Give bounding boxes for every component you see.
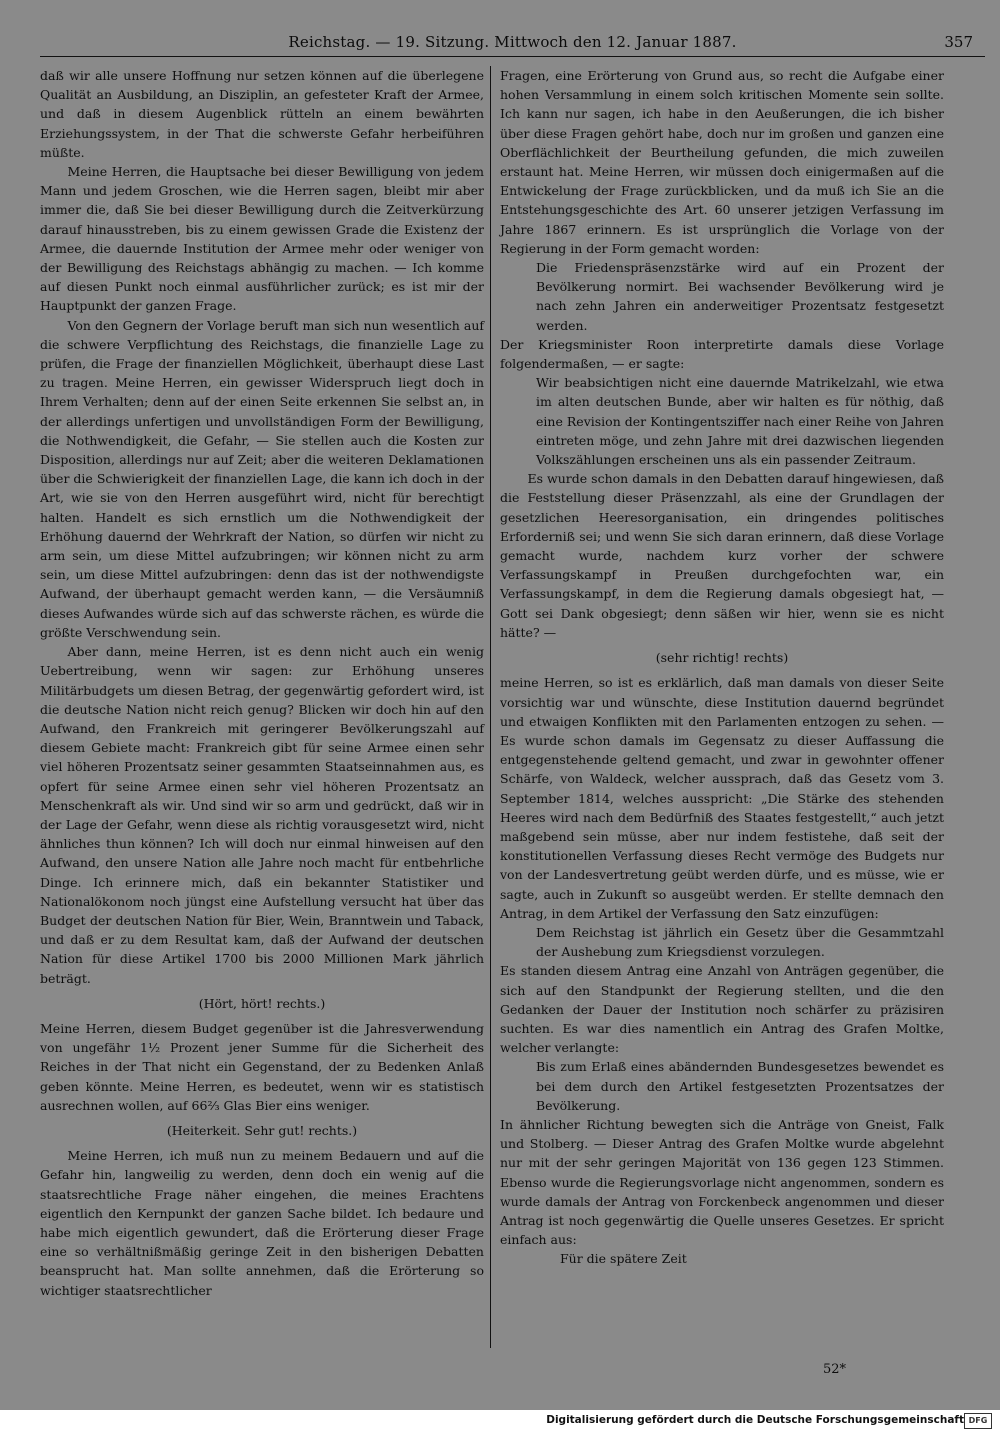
paragraph: In ähnlicher Richtung bewegten sich die Anträge von Gneist, Falk und Stolberg. — Dieser Antrag des Grafen Moltke wurde abgelehnt nur mit der sehr geringen Majorität von 136 gegen 123 Stimmen. Ebenso wurde die Regierungsvorlage nicht angenommen, sondern es wurde damals der Antrag von Forckenbeck angenommen und dieser Antrag ist noch gegenwärtig die Quelle unseres Gesetzes. Er spricht einfach aus: xyxy=(500,1116,944,1248)
paragraph: Aber dann, meine Herren, ist es denn nicht auch ein wenig Uebertreibung, wenn wir sagen: zur Erhöhung unseres Militärbudgets um diesen Betrag, der gegenwärtig gefordert wird, ist die deutsche Nation nicht reich genug? Blicken wir doch hin auf den Aufwand, den Frankreich mit geringerer Bevölkerungszahl auf diesem Gebiete macht: Frankreich gibt für seine Armee einen sehr viel höheren Prozentsatz seiner gesammten Staatseinnahmen aus, es opfert für seine Armee einen sehr viel höheren Prozentsatz an Menschenkraft als wir. Und sind wir so arm und gedrückt, daß wir in der Lage der Gefahr, wenn diese als richtig vorausgesetzt wird, nicht ähnliches thun können? Ich will doch nur einmal hinweisen auf den Aufwand, den unsere Nation alle Jahre noch macht für entbehrliche Dinge. Ich erinnere mich, daß ein bekannter Statistiker und Nationalökonom noch jüngst eine Aufstellung versucht hat über das Budget der deutschen Nation für Bier, Wein, Branntwein und Taback, und daß er zu dem Resultat kam, daß der Aufwand der deutschen Nation für diese Artikel 1700 bis 2000 Millionen Mark jährlich beträgt. xyxy=(40,644,484,986)
column-divider xyxy=(490,66,491,1348)
digitization-credit: Digitalisierung gefördert durch die Deutsche Forschungsgemeinschaft xyxy=(546,1414,964,1426)
page-header xyxy=(40,33,985,59)
paragraph: Von den Gegnern der Vorlage beruft man sich nun wesentlich auf die schwere Verpflichtung des Reichstags, die finanzielle Lage zu prüfen, die Frage der finanziellen Möglichkeit, überhaupt diese Last zu tragen. Meine Herren, ein gewisser Widerspruch liegt doch in Ihrem Verhalten; denn auf der einen Seite erkennen Sie selbst an, in der allerdings unfertigen und unvollständigen Form der Bewilligung, die Nothwendigkeit, die Gefahr, — Sie stellen auch die Kosten zur Disposition, allerdings nur auf Zeit; aber die weiteren Deklamationen über die Schwierigkeit der finanziellen Lage, die kann ich doch in der Art, wie sie von den Herren ausgeführt wird, nicht für berechtigt halten. Handelt es sich ernstlich um die Nothwendigkeit der Erhöhung dauernd der Wehrkraft der Nation, so dürfen wir nicht zu arm sein, um diese Mittel aufzubringen; wir können nicht zu arm sein, um diese Mittel aufzubringen: denn das ist der nothwendigste Aufwand, der überhaupt gemacht werden kann, — die Versäumniß dieses Aufwandes würde sich auf das schwerste rächen, es würde die größte Verschwendung sein. xyxy=(40,317,484,640)
paragraph: Für die spätere Zeit xyxy=(560,1251,687,1267)
quoted-passage: Wir beabsichtigen nicht eine dauernde Matrikelzahl, wie etwa im alten deutschen Bunde, aber wir halten es für nöthig, daß eine Revision der Kontingentsziffer nach einer Reihe von Jahren eintreten möge, und zehn Jahre mit drei dazwischen liegenden Volkszählungen erscheinen uns als ein passender Zeitraum. xyxy=(536,375,944,468)
quoted-passage: Bis zum Erlaß eines abändernden Bundesgesetzes bewendet es bei dem durch den Artikel festgesetzten Prozentsatzes der Bevölkerung. xyxy=(536,1059,944,1113)
header-rule xyxy=(40,56,985,57)
dfg-logo-icon: DFG xyxy=(964,1413,992,1429)
paragraph: Meine Herren, diesem Budget gegenüber ist die Jahresverwendung von ungefähr 1½ Prozent jener Summe für die Sicherheit des Reiches in der That nicht ein Gegenstand, der zu Bedenken Anlaß geben könnte. Meine Herren, es bedeutet, wenn wir es statistisch ausrechnen wollen, auf 66⅔ Glas Bier eins weniger. xyxy=(40,1020,484,1113)
paragraph: Meine Herren, die Hauptsache bei dieser Bewilligung von jedem Mann und jedem Groschen, wie die Herren sagen, bleibt mir aber immer die, daß Sie bei dieser Bewilligung durch die Zeitverkürzung darauf hinausstreben, bis zu einem gewissen Grade die Existenz der Armee, die dauernde Institution der Armee mehr oder weniger von der Bewilligung des Reichstags abhängig zu machen. — Ich komme auf diesen Punkt noch einmal ausführlicher zurück; es ist mir der Hauptpunkt der ganzen Frage. xyxy=(40,164,484,314)
paragraph: Es standen diesem Antrag eine Anzahl von Anträgen gegenüber, die sich auf den Standpunkt der Regierung stellten, und die den Gedanken der Dauer der Institution noch schärfer zu präzisiren suchten. Es war dies namentlich ein Antrag des Grafen Moltke, welcher verlangte: xyxy=(500,963,944,1056)
paragraph: Fragen, eine Erörterung von Grund aus, so recht die Aufgabe einer hohen Versammlung in einem solch kritischen Momente sein sollte. Ich kann nur sagen, ich habe in den Aeußerungen, die ich bisher über diese Fragen gehört habe, doch nur im großen und ganzen eine Oberflächlichkeit der Beurtheilung gefunden, die mich zuweilen erstaunt hat. Meine Herren, wir müssen doch einigermaßen auf die Entwickelung der Frage zurückblicken, und da muß ich Sie an die Entstehungsgeschichte des Art. 60 unserer jetzigen Verfassung im Jahre 1867 erinnern. Es ist ursprünglich die Vorlage von der Regierung in der Form gemacht worden: xyxy=(500,68,944,256)
right-column xyxy=(500,66,944,1269)
running-title: Reichstag. — 19. Sitzung. Mittwoch den 12. Januar 1887. xyxy=(288,33,737,51)
quoted-passage: Die Friedenspräsenzstärke wird auf ein Prozent der Bevölkerung normirt. Bei wachsender Bevölkerung wird je nach zehn Jahren ein anderweitiger Prozentsatz festgesetzt werden. xyxy=(536,260,944,333)
interjection: (Hört, hört! rechts.) xyxy=(198,995,326,1011)
paragraph: Der Kriegsminister Roon interpretirte damals diese Vorlage folgendermaßen, — er sagte: xyxy=(500,336,944,372)
page-number: 357 xyxy=(944,33,973,51)
footer-bar xyxy=(0,1410,1000,1432)
paragraph: Meine Herren, ich muß nun zu meinem Bedauern und auf die Gefahr hin, langweilig zu werden, denn doch ein wenig auf die staatsrechtliche Frage näher eingehen, die meines Erachtens eigentlich den Kernpunkt der ganzen Sache bildet. Ich bedaure und habe mich eigentlich gewundert, daß die Erörterung dieser Frage eine so verhältnißmäßig geringe Zeit in den bisherigen Debatten beansprucht hat. Man sollte annehmen, daß die Erörterung so wichtiger staatsrechtlicher xyxy=(40,1148,484,1298)
quoted-passage: Dem Reichstag ist jährlich ein Gesetz über die Gesammtzahl der Aushebung zum Kriegsdienst vorzulegen. xyxy=(536,924,944,960)
paragraph: daß wir alle unsere Hoffnung nur setzen können auf die überlegene Qualität an Ausbildung, an Disziplin, an gefesteter Kraft der Armee, und daß in diesem Augenblick rütteln an einem bewährten Erziehungssystem, in der That die schwerste Gefahr herbeiführen müßte. xyxy=(40,68,484,160)
signature-mark: 52* xyxy=(823,1362,847,1377)
interjection: (Heiterkeit. Sehr gut! rechts.) xyxy=(166,1122,358,1138)
paragraph: meine Herren, so ist es erklärlich, daß man damals von dieser Seite vorsichtig war und wünschte, diese Institution dauernd begründet und etwaigen Konflikten mit den Parlamenten entzogen zu sehen. — Es wurde schon damals im Gegensatz zu dieser Auffassung die entgegenstehende geltend gemacht, und zwar in gewohnter offener Schärfe, von Waldeck, welcher aussprach, daß das Gesetz vom 3. September 1814, welches ausspricht: „Die Stärke des stehenden Heeres wird nach dem Bedürfniß des Staates festgestellt,“ auch jetzt maßgebend sein müsse, aber nur indem festistehe, daß seit der konstitutionellen Verfassung dieses Recht vermöge des Budgets nur von der Landesvertretung geübt werden dürfe, und es müsse, wie er sagte, auch in Zukunft so ausgeübt werden. Er stellte demnach den Antrag, in dem Artikel der Verfassung den Satz einzufügen: xyxy=(500,675,944,921)
paragraph: Es wurde schon damals in den Debatten darauf hingewiesen, daß die Feststellung dieser Präsenzzahl, als eine der Grundlagen der gesetzlichen Heeresorganisation, ein dringendes politisches Erforderniß sei; und wenn Sie sich daran erinnern, daß diese Vorlage gemacht wurde, nachdem kurz vorher der schwere Verfassungskampf in Preußen durchgefochten war, ein Verfassungskampf, in dem die Regierung damals obgesiegt hat, — Gott sei Dank obgesiegt; denn säßen wir hier, wenn sie es nicht hätte? — xyxy=(500,471,944,640)
interjection: (sehr richtig! rechts) xyxy=(655,650,789,666)
left-column xyxy=(40,66,484,1300)
